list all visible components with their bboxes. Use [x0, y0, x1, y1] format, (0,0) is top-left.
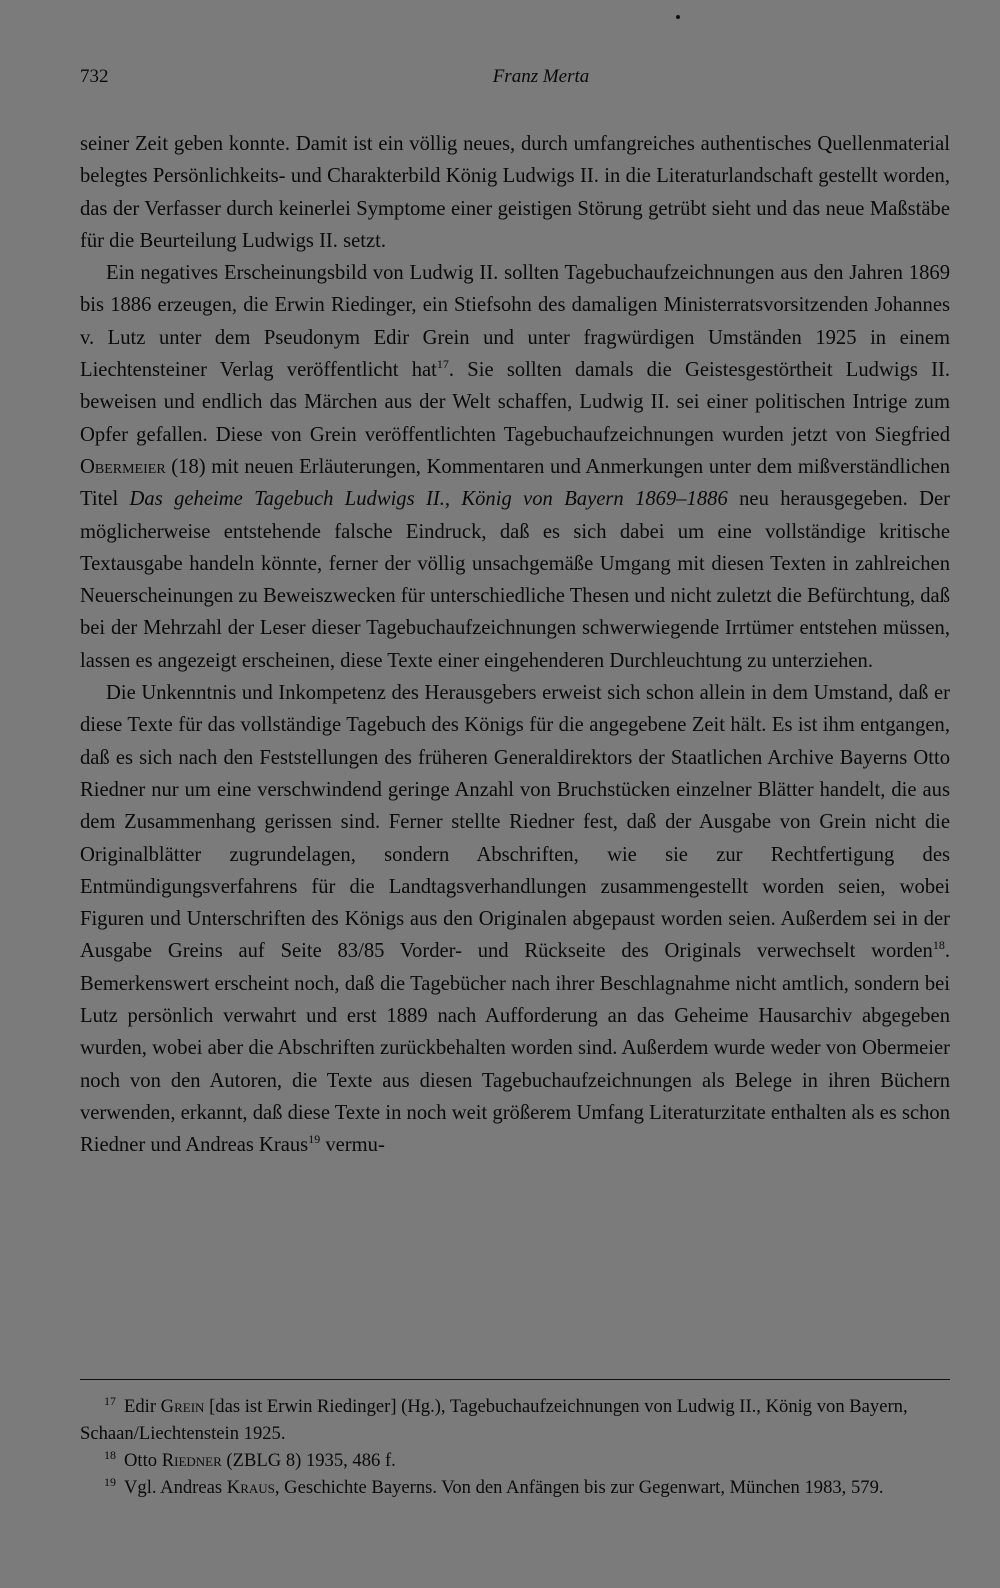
- paragraph-1: seiner Zeit geben konnte. Damit ist ein völlig neues, durch umfangreiches authentisches Quellenmaterial belegtes Persönlichkeits- und Charakterbild König Ludwigs II. in die Literaturlandschaft gestellt worden, das der Verfasser durch keinerlei Symptome einer geistigen Störung getrübt sieht und das neue Maßstäbe für die Beurteilung Ludwigs II. setzt.: [80, 133, 950, 252]
- footnote-ref-18: 18: [932, 938, 945, 953]
- footnote-author: Riedner: [161, 1450, 222, 1471]
- footnote-19: [80, 1474, 950, 1501]
- author-name-obermeier: Obermeier: [80, 455, 166, 478]
- paragraph-3: [80, 677, 950, 1161]
- running-head: Franz Merta: [492, 66, 590, 87]
- page-header: [80, 66, 952, 96]
- footnote-author: Kraus: [226, 1477, 275, 1498]
- footnote-number: 19: [104, 1474, 116, 1489]
- footnote-divider: [80, 1379, 950, 1380]
- paragraph-2-text-b: . Sie sollten damals die Geistesgestörtheit Ludwigs II. beweisen und endlich das Märchen aus der Welt schaffen, Ludwig II. sei einer politischen Intrige zum Opfer gefallen. Diese von Grein veröffentlichten Tagebuchaufzeichnungen wurden jetzt von Siegfried: [80, 359, 950, 446]
- footnote-text: , Geschichte Bayerns. Von den Anfängen bis zur Gegenwart, München 1983, 579.: [274, 1477, 884, 1498]
- paragraph-3-text-a: Die Unkenntnis und Inkompetenz des Herausgebers erweist sich schon allein in dem Umstand, daß er diese Texte für das vollständige Tagebuch des Königs für die angegebene Zeit hält. Es ist ihm entgangen, daß es sich nach den Feststellungen des früheren Generaldirektors der Staatlichen Archive Bayerns Otto Riedner nur um eine verschwindend geringe Anzahl von Bruchstücken einzelner Blätter handelt, die aus dem Zusammenhang gerissen sind. Ferner stellte Riedner fest, daß der Ausgabe von Grein nicht die Originalblätter zugrundelagen, sondern Abschriften, wie sie zur Rechtfertigung des Entmündigungsverfahrens für die Landtagsverhandlungen zusammengestellt worden seien, wobei Figuren und Unterschriften des Königs aus den Originalen abgepaust worden seien. Außerdem sei in der Ausgabe Greins auf Seite 83/85 Vorder- und Rückseite des Originals verwechselt worden: [80, 682, 950, 963]
- paragraph-3-text-b: . Bemerkenswert erscheint noch, daß die Tagebücher nach ihrer Beschlagnahme nicht amtlich, sondern bei Lutz persönlich verwahrt und erst 1889 nach Aufforderung an das Geheime Hausarchiv abgegeben wurden, wobei aber die Abschriften zurückbehalten worden sind. Außerdem wurde weder von Obermeier noch von den Autoren, die Texte aus diesen Tagebuchaufzeichnungen als Belege in ihren Büchern verwenden, erkannt, daß diese Texte in noch weit größerem Umfang Literaturzitate enthalten als es schon Riedner und Andreas Kraus: [80, 940, 950, 1157]
- footnote-ref-19: 19: [308, 1132, 321, 1147]
- paragraph-3-text-c: vermu-: [320, 1134, 385, 1157]
- footnote-text: Vgl. Andreas: [124, 1477, 227, 1498]
- paragraph-2-text-c: (18) mit neuen Erläuterungen, Kommentaren und Anmerkungen unter dem mißverständlichen Titel: [80, 455, 950, 511]
- footnote-18: [80, 1447, 950, 1474]
- footnotes: [80, 1393, 950, 1501]
- book-title: Das geheime Tagebuch Ludwigs II., König von Bayern 1869–1886: [129, 488, 728, 511]
- footnote-text: (ZBLG 8) 1935, 486 f.: [221, 1450, 396, 1471]
- footnote-text: [das ist Erwin Riedinger] (Hg.), Tagebuchaufzeichnungen von Ludwig II., König von Bayern, Schaan/Liechtenstein 1925.: [80, 1396, 908, 1444]
- page-number: 732: [80, 66, 109, 87]
- footnote-number: 18: [104, 1447, 116, 1462]
- footnote-number: 17: [104, 1393, 116, 1408]
- paragraph-2: [80, 257, 950, 677]
- paragraph-2-text-a: Ein negatives Erscheinungsbild von Ludwig II. sollten Tagebuchaufzeichnungen aus den Jahren 1869 bis 1886 erzeugen, die Erwin Riedinger, ein Stiefsohn des damaligen Ministerratsvorsitzenden Johannes v. Lutz unter dem Pseudonym Edir Grein und unter fragwürdigen Umständen 1925 in einem Liechtensteiner Verlag veröffentlicht hat: [80, 262, 950, 382]
- footnote-17: [80, 1393, 950, 1447]
- footnote-author: Grein: [160, 1396, 205, 1417]
- footnote-ref-17: 17: [436, 357, 449, 372]
- footnote-text: Edir: [124, 1396, 161, 1417]
- body-text: [80, 128, 950, 1162]
- scan-speck: [676, 15, 680, 19]
- paragraph-2-text-d: neu herausgegeben. Der möglicherweise entstehende falsche Eindruck, daß es sich dabei um eine vollständige kritische Textausgabe handeln könnte, ferner der völlig unsachgemäße Umgang mit diesen Texten in zahlreichen Neuerscheinungen zu Beweiszwecken für unterschiedliche Thesen und nicht zuletzt die Befürchtung, daß bei der Mehrzahl der Leser dieser Tagebuchaufzeichnungen schwerwiegende Irrtümer entstehen müssen, lassen es angezeigt erscheinen, diese Texte einer eingehenderen Durchleuchtung zu unterziehen.: [80, 488, 950, 672]
- footnote-text: Otto: [124, 1450, 162, 1471]
